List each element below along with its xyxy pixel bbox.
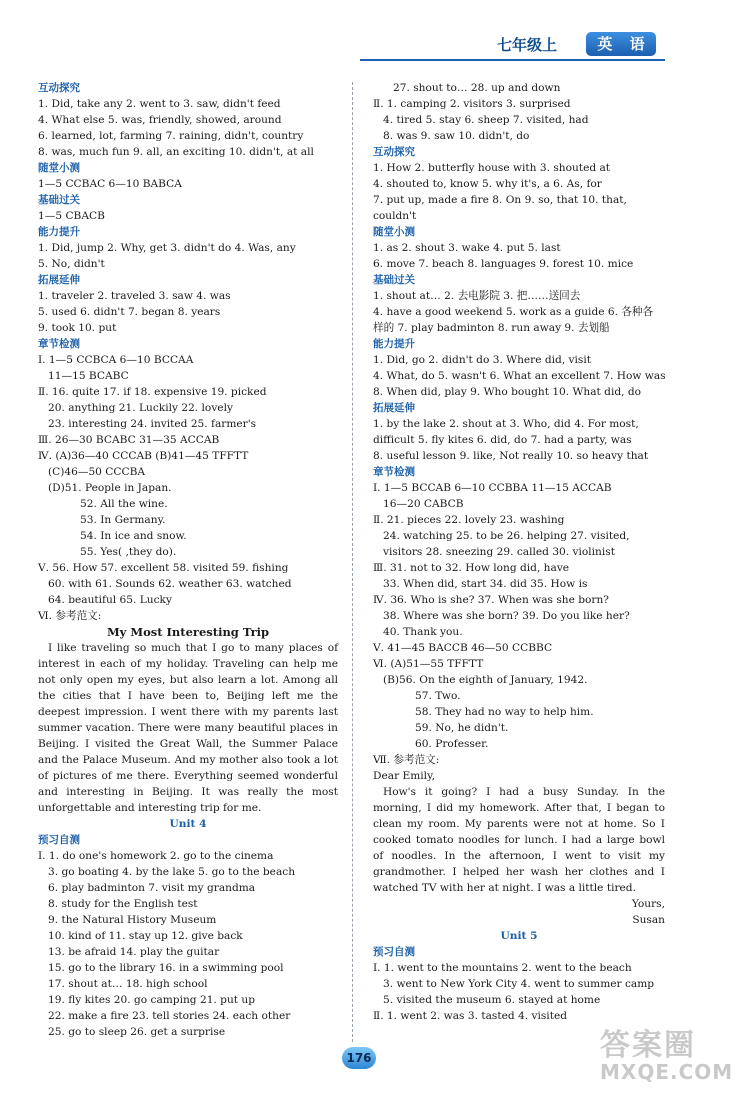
watermark-logo: [600, 1020, 740, 1088]
answer-line: 54. In ice and snow.: [80, 530, 187, 542]
answer-line: Ⅲ. 26—30 BCABC 31—35 ACCAB: [38, 434, 220, 446]
answer-line: 53. In Germany.: [80, 514, 166, 526]
answer-line: 24. watching 25. to be 26. helping 27. visited,: [383, 530, 630, 542]
section-heading: 基础过关: [38, 194, 80, 206]
answer-line: (C)46—50 CCCBA: [48, 466, 146, 478]
answer-line: 13. be afraid 14. play the guitar: [48, 946, 220, 958]
answer-line: visitors 28. sneezing 29. called 30. violinist: [383, 546, 615, 558]
answer-line: Ⅶ. 参考范文:: [373, 754, 440, 766]
answer-line: 8. When did, play 9. Who bought 10. What did, do: [373, 386, 642, 398]
section-heading: 互动探究: [38, 82, 80, 94]
answer-line: Yours,: [631, 898, 665, 910]
answer-line: 60. Professer.: [415, 738, 489, 750]
answer-line: 5. used 6. didn't 7. began 8. years: [38, 306, 221, 318]
answer-line: 1. as 2. shout 3. wake 4. put 5. last: [373, 242, 561, 254]
answer-line: 57. Two.: [415, 690, 461, 702]
answer-line: 4. tired 5. stay 6. sheep 7. visited, had: [383, 114, 589, 126]
unit-title: Unit 5: [500, 930, 538, 942]
answer-line: Susan: [632, 914, 665, 926]
answer-line: 1. shout at… 2. 去电影院 3. 把……送回去: [373, 290, 581, 302]
answer-line: 33. When did, start 34. did 35. How is: [383, 578, 588, 590]
answer-line: difficult 5. fly kites 6. did, do 7. had a party, was: [373, 434, 632, 446]
answer-line: 16—20 CABCB: [383, 498, 464, 510]
answer-line: Dear Emily,: [373, 770, 436, 782]
answer-line: (D)51. People in Japan.: [48, 482, 172, 494]
unit-title: Unit 4: [169, 818, 207, 830]
answer-line: 58. They had no way to help him.: [415, 706, 594, 718]
watermark-text-cn: 答案圈: [600, 1028, 696, 1063]
answer-line: 23. interesting 24. invited 25. farmer's: [48, 418, 257, 430]
answer-line: 5. visited the museum 6. stayed at home: [383, 994, 601, 1006]
answer-line: Ⅵ. 参考范文:: [38, 610, 102, 622]
answer-line: 4. What else 5. was, friendly, showed, around: [38, 114, 282, 126]
section-heading: 随堂小测: [38, 162, 80, 174]
answer-line: 17. shout at… 18. high school: [48, 978, 208, 990]
answer-line: 1. How 2. butterfly house with 3. shouted at: [373, 162, 611, 174]
section-heading: 随堂小测: [373, 226, 415, 238]
answer-line: Ⅴ. 56. How 57. excellent 58. visited 59. fishing: [38, 562, 289, 574]
section-heading: 互动探究: [373, 146, 415, 158]
answer-line: 22. make a fire 23. tell stories 24. each other: [48, 1010, 291, 1022]
answer-line: 4. have a good weekend 5. work as a guide 6. 各种各: [373, 306, 654, 318]
answer-line: 40. Thank you.: [383, 626, 463, 638]
answer-line: 5. No, didn't: [38, 258, 105, 270]
answer-line: 1. by the lake 2. shout at 3. Who, did 4. For most,: [373, 418, 639, 430]
answer-line: 6. learned, lot, farming 7. raining, didn't, country: [38, 130, 304, 142]
answer-line: 1—5 CCBAC 6—10 BABCA: [38, 178, 182, 190]
section-heading: 预习自测: [38, 834, 80, 846]
answer-line: Ⅵ. (A)51—55 TFFTT: [373, 658, 484, 670]
answer-line: couldn't: [373, 210, 417, 222]
answer-line: 3. went to New York City 4. went to summer camp: [383, 978, 655, 990]
answer-line: 20. anything 21. Luckily 22. lovely: [48, 402, 233, 414]
column-divider: [352, 82, 353, 1042]
answer-line: Ⅲ. 31. not to 32. How long did, have: [373, 562, 570, 574]
essay-paragraph: I like traveling so much that I go to many places of interest in each of my holiday. Traveling can help me not only open my eyes, but also learn a lot. Among all the cities that I have been to, Beijing left me the deepest impression. I went there with my parents last summer vacation. There were many beautiful places in Beijing. I visited the Great Wall, the Summer Palace and the Palace Museum. And my mother also took a lot of pictures of me there. Everything seemed wonderful and interesting in Beijing. It was really the most unforgettable and interesting trip for me.: [38, 642, 338, 814]
answer-line: 6. move 7. beach 8. languages 9. forest 10. mice: [373, 258, 634, 270]
answer-line: 1. Did, take any 2. went to 3. saw, didn't feed: [38, 98, 281, 110]
answer-line: 10. kind of 11. stay up 12. give back: [48, 930, 243, 942]
answer-line: 1. Did, go 2. didn't do 3. Where did, visit: [373, 354, 592, 366]
answer-line: 样的 7. play badminton 8. run away 9. 去划船: [373, 322, 610, 334]
answer-line: 1. traveler 2. traveled 3. saw 4. was: [38, 290, 231, 302]
section-heading: 拓展延伸: [38, 274, 80, 286]
subject-badge: 英 语: [586, 32, 656, 56]
answer-column-right: [373, 80, 665, 1024]
answer-line: (B)56. On the eighth of January, 1942.: [383, 674, 588, 686]
page-number: 176: [342, 1047, 376, 1069]
answer-line: 59. No, he didn't.: [415, 722, 509, 734]
watermark-text-en: MXQE.COM: [600, 1060, 734, 1084]
answer-line: Ⅰ. 1. do one's homework 2. go to the cinema: [38, 850, 274, 862]
answer-line: 11—15 BCABC: [48, 370, 129, 382]
answer-line: 8. was, much fun 9. all, an exciting 10. didn't, at all: [38, 146, 314, 158]
answer-line: 8. was 9. saw 10. didn't, do: [383, 130, 530, 142]
answer-line: Ⅱ. 1. camping 2. visitors 3. surprised: [373, 98, 571, 110]
answer-line: 19. fly kites 20. go camping 21. put up: [48, 994, 255, 1006]
section-heading: 章节检测: [373, 466, 415, 478]
essay-title: My Most Interesting Trip: [106, 625, 270, 639]
section-heading: 预习自测: [373, 946, 415, 958]
answer-line: 4. What, do 5. wasn't 6. What an excellent 7. How was: [373, 370, 666, 382]
section-heading: 能力提升: [38, 226, 80, 238]
answer-line: 25. go to sleep 26. get a surprise: [48, 1026, 226, 1038]
answer-line: 64. beautiful 65. Lucky: [48, 594, 172, 606]
answer-line: Ⅰ. 1—5 BCCAB 6—10 CCBBA 11—15 ACCAB: [373, 482, 612, 494]
answer-line: 1. Did, jump 2. Why, get 3. didn't do 4. Was, any: [38, 242, 296, 254]
answer-line: Ⅴ. 41—45 BACCB 46—50 CCBBC: [373, 642, 553, 654]
section-heading: 拓展延伸: [373, 402, 415, 414]
answer-line: 9. took 10. put: [38, 322, 117, 334]
answer-column-left: [38, 80, 338, 1040]
answer-line: Ⅱ. 1. went 2. was 3. tasted 4. visited: [373, 1010, 567, 1022]
answer-line: 7. put up, made a fire 8. On 9. so, that 10. that,: [373, 194, 627, 206]
answer-line: Ⅱ. 21. pieces 22. lovely 23. washing: [373, 514, 565, 526]
answer-line: 8. study for the English test: [48, 898, 198, 910]
section-heading: 能力提升: [373, 338, 415, 350]
essay-paragraph: How's it going? I had a busy Sunday. In the morning, I did my homework. After that, I began to clean my room. My parents were not at home. So I cooked tomato noodles for lunch. I had a large bowl of noodles. In the afternoon, I went to visit my grandmother. I helped her wash her clothes and I watched TV with her at night. I was a little tired.: [373, 786, 665, 894]
answer-line: Ⅱ. 16. quite 17. if 18. expensive 19. picked: [38, 386, 267, 398]
answer-line: 6. play badminton 7. visit my grandma: [48, 882, 256, 894]
answer-line: 1—5 CBACB: [38, 210, 105, 222]
answer-line: 60. with 61. Sounds 62. weather 63. watched: [48, 578, 292, 590]
page-header: [0, 28, 750, 70]
answer-line: 52. All the wine.: [80, 498, 168, 510]
answer-line: 15. go to the library 16. in a swimming pool: [48, 962, 284, 974]
answer-line: Ⅰ. 1—5 CCBCA 6—10 BCCAA: [38, 354, 194, 366]
answer-line: 3. go boating 4. by the lake 5. go to the beach: [48, 866, 296, 878]
answer-line: 55. Yes( ,they do).: [80, 546, 177, 558]
answer-line: 4. shouted to, know 5. why it's, a 6. As, for: [373, 178, 602, 190]
answer-line: Ⅰ. 1. went to the mountains 2. went to the beach: [373, 962, 632, 974]
section-heading: 基础过关: [373, 274, 415, 286]
answer-line: 9. the Natural History Museum: [48, 914, 217, 926]
answer-line: Ⅳ. (A)36—40 CCCAB (B)41—45 TFFTT: [38, 450, 249, 462]
section-heading: 章节检测: [38, 338, 80, 350]
grade-label: 七年级上: [497, 36, 558, 54]
header-rule: [360, 59, 665, 61]
answer-line: 27. shout to… 28. up and down: [393, 82, 561, 94]
answer-line: Ⅳ. 36. Who is she? 37. When was she born?: [373, 594, 609, 606]
answer-line: 38. Where was she born? 39. Do you like her?: [383, 610, 630, 622]
answer-line: 8. useful lesson 9. like, Not really 10. so heavy that: [373, 450, 649, 462]
